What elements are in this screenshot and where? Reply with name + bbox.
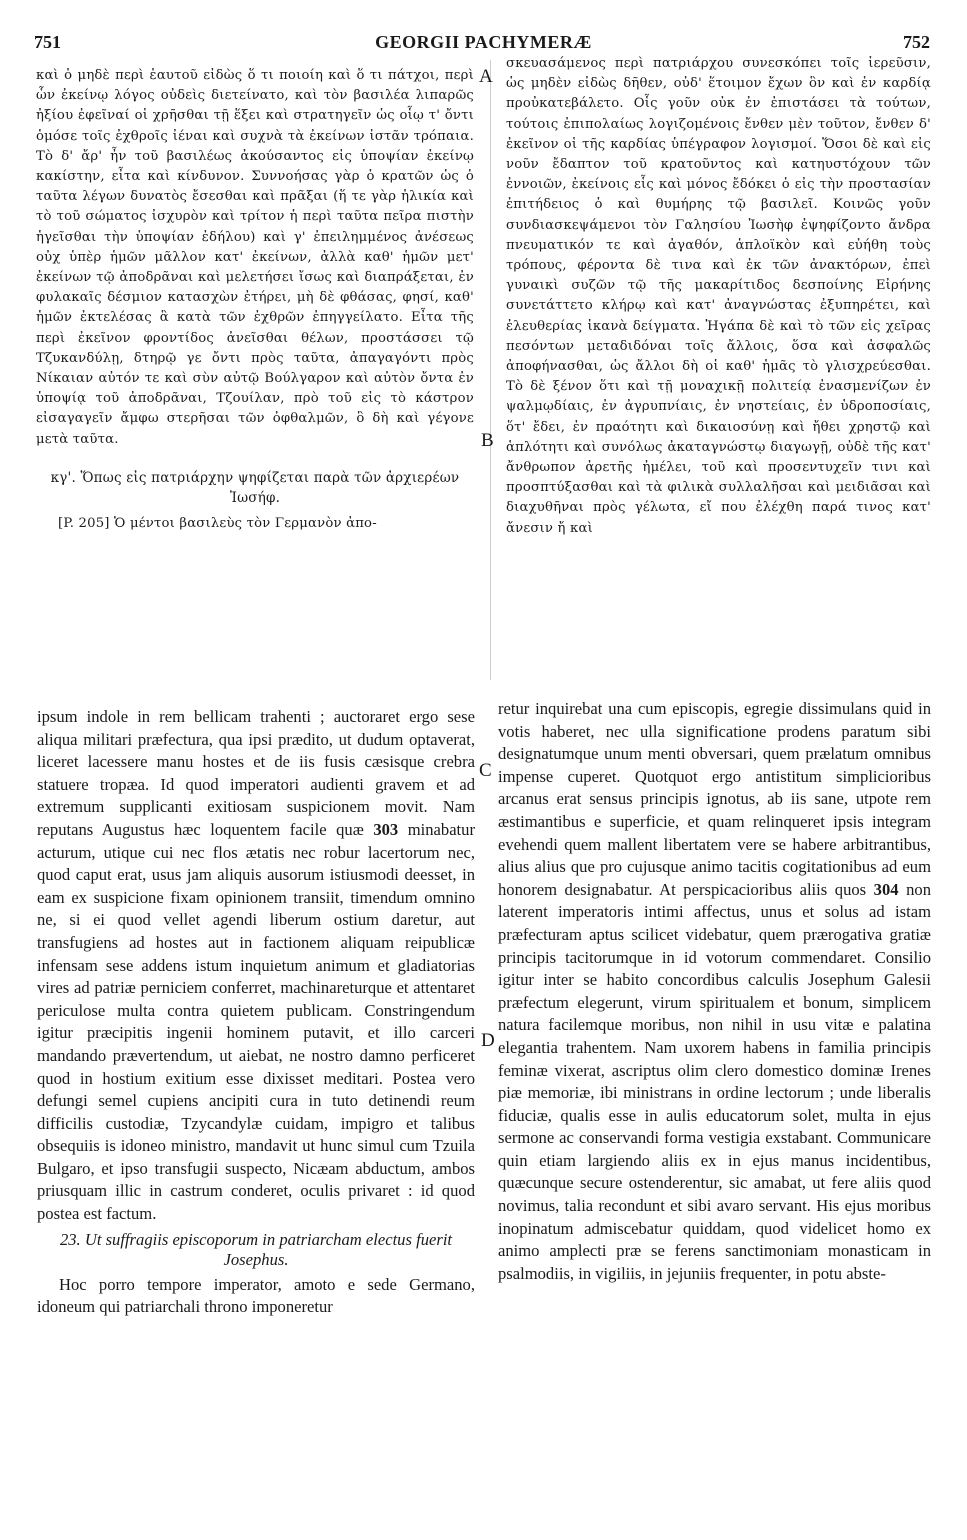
latin-text: ipsum indole in rem bellicam trahenti ; auctoraret ergo sese aliqua militari præfectura, qua ipsi prædito, ut dudum optaverat, liceret lacessere manu hostes et de iis fusis cæsisque crebra statuere tropæa. Id quod imperatori audienti gravem et ad extremum supplicanti exitiosam suspicionem movit. Nam reputans Augustus hæc loquentem facile quæ xyxy=(37,707,475,839)
greek-column-left xyxy=(36,66,474,534)
latin-text: non laterent imperatoris intimi affectus, unus et solus ad istam præfecturam aptus scilicet videbatur, quem prærogativa gratiæ principis tacitorumque in id votorum commendaret. Consilio igitur inter se habito concordibus calculis Josephum Galesii præfectum elegerunt, virum spiritualem et bonum, simplicem natura facilemque moribus, non nihil in usu vitæ e palatina elegantia trahentem. Nam uxorem habens in familia principis feminæ vixerat, ascriptus olim clero domestico dominæ Irenes piæ memoriæ, ibi ministrans in ordine lectorum ; unde liberalis fiduciæ, qualis esse in aulis educatorum solet, multa in ejus sermone ac conservandi forma vestigia exstabant. Communicare quin etiam largiendo aliis ex in ejus manus incidentibus, quæcunque secure ostenderentur, sic amabat, ut fere aliis quod novimus, talia recondunt et sibi avaro servant. His ejus moribus inopinatum admiscebatur quiddam, quod videlicet homo ex animo amplecti præ se ferens sanctimoniam monasticam in psalmodiis, in vigiliis, in jejuniis frequenter, in potu abste- xyxy=(498,879,931,1283)
latin-paragraph xyxy=(498,698,931,1285)
margin-letter-b: B xyxy=(481,430,494,451)
margin-letter-a: A xyxy=(479,66,493,87)
latin-column-left xyxy=(37,706,475,1319)
greek-paragraph: καὶ ὁ μηδὲ περὶ ἑαυτοῦ εἰδὼς ὅ τι ποιοίη καὶ ὅ τι πάτχοι, περὶ ὧν ἐκείνῳ λόγος οὐδεὶς διετείνατο, καὶ τὸν βασιλέα λιπαρῶς ἠξίου ἐφεῖναί οἱ χρῆσθαι τῇ ἕξει καὶ στρατηγεῖν ὡς οἷῳ τ' ὄντι ὁμόσε τοῖς ἐχθροῖς ἰέναι καὶ συχνὰ τὰ ἐκείνων ἱστᾶν τρόπαια. Τὸ δ' ἄρ' ἦν τοῦ βασιλέως ἀκούσαντος εἰς ὑποψίαν ἐκείνῳ κακίστην, εἶτα καὶ κίνδυνον. Συννοήσας γὰρ ὁ κρατῶν ὡς ὁ ταῦτα λέγων δυνατὸς ἔσεσθαι καὶ πρᾶξαι (ἥ τε γὰρ ἡλικία καὶ τὸ τοῦ σώματος ἰσχυρὸν καὶ τρίτον ἡ περὶ ταῦτα πεῖρα πιστὴν ἡγεῖσθαι τὴν ὑποψίαν ἐδήλου) καὶ γ' ἐπειλημμένος ἀνέσεως οὐχ ὑπὲρ ἡμῶν μᾶλλον κατ' ἐκείνων, ἀλλὰ καθ' ἡμῶν μετ' ἐκείνων τῷ ἀποδρᾶναι καὶ μελετήσει ἴσως καὶ διαπράξεται, ἐν φυλακαῖς δέσμιον κατασχὼν ἐτήρει, μὴ δὲ φθάσας, φησί, καθ' ἡμῶν ἐκτελέσας ἃ κατὰ τῶν ἐχθρῶν ἐπηγγείλατο. Εἶτα τῆς περὶ ἐκεῖνον φροντίδος ἀνεῖσθαι θέλων, προστάσσει τῷ Τζυκανδύλῃ, δτηρῷ γε ὄντι πρὸς ταῦτα, ἀπαγαγόντι πρὸς Νίκαιαν αὐτόν τε καὶ σὺν αὐτῷ Βούλγαρον καὶ αὐτὸν ὄντα ἐν ὑποψίᾳ τοῦ ἀποδρᾶναι, Τζουίλαν, πρὸ τοῦ εἰς τὸ κάστρον εἰσαγαγεῖν ἄμφω στερῆσαι τῶν ὀφθαλμῶν, ὃ δὴ καὶ γέγονε μετὰ ταῦτα. xyxy=(36,68,474,447)
page-number-right: 752 xyxy=(903,32,930,52)
page-marker: 304 xyxy=(873,879,899,899)
latin-text: minabatur acturum, utique cui nec flos ætatis nec robur lacertorum nec, quod caput erat, usus jam aliquis ausorum istiusmodi deesset, in eam ex suspicione fixam opinionem transiit, timendum omnino ne, si ei quod vellet agendi liberum ostium daretur, aut transfugiens ad hostes aut in factionem aliquam reipublicæ infensam sese addens istum inquietum animum et gladiatorias vires ad patriæ perniciem conferret, machinareturque et attentaret periculose multa contra quietem publicam. Constringendum igitur præcipitis ingenii hominem putavit, et illo carceri mandando prævertendum, ut aiebat, ne nostro damno perficeret quod in hostium exitium esse dixisset meditari. Postea vero defungi semel cupiens ancipiti cura in tuto detinendi reum difficilis custodiæ, Tzycandylæ cuidam, impigro et talibus obsequiis is idoneo ministro, mandavit ut hunc simul cum Tzuila Bulgaro, et ipso transfugii suspecto, Nicæam abductum, ambos priusquam illic in castrum conderet, oculis privaret : id quod postea est factum. xyxy=(37,819,475,1224)
greek-paragraph: σκευασάμενος περὶ πατριάρχου συνεσκόπει τοῖς ἱερεῦσιν, ὡς μηδὲν εἰδὼς δῆθεν, οὐδ' ἕτοιμον ἔχων ὃν καὶ ἐν καρδίᾳ προὐκατεβάλετο. Οἷς γοῦν οὐκ ἐν ἐπιστάσει τὰ τούτων, τούτοις ἐπιπολαίως λογιζομένοις ἔνθεν μὲν τοῦτον, ἔνθεν δ' ἐκεῖνον οἱ τῆς καρδίας ὑπέγραφον λογισμοί. Ὅσοι δὲ καὶ εἰς νοῦν ἔδαπτον τοῦ κρατοῦντος καὶ κατηυστόχουν τῶν ἐννοιῶν, ἐκείνοις εἷς καὶ μόνος ἔδόκει ὁ εἰς τὴν προστασίαν ἐπιτήδειος ὁ καὶ θυμήρης τῷ βασιλεῖ. Κοινῶς γοῦν συνδιασκεψάμενοι τὸν Γαλησίου Ἰωσὴφ ἐψηφίζοντο ἄνδρα πνευματικόν τε καὶ ἀγαθόν, ἁπλοϊκὸν καὶ εὐήθη τοὺς τρόπους, φέροντα δὲ τινα καὶ ἐκ τῶν ἀνακτόρων, ἐπεὶ γυναικὶ συζῶν τῷ τῆς μακαρίτιδος δεσποίνης Εἰρήνης συνετάττετο κλήρῳ καὶ κατ' ἀναγνώστας ἐξυπηρέτει, καὶ ἐλευθερίας ἱκανὰ δείγματα. Ἠγάπα δὲ καὶ τὸ τῶν εἰς χεῖρας πεσόντων μεταδιδόναι τοῖς ἄλλοις, ὅσα καὶ ἀσφαλῶς ἀποφήνασθαι, ὡς ἄλλοι δὴ οἱ καθ' ἡμᾶς τὸ γλισχρεύεσθαι. Τὸ δὲ ξένον ὅτι καὶ τῇ μοναχικῇ πολιτείᾳ ἐνασμενίζων ἐν ψαλμῳδίαις, ἐν ἀγρυπνίαις, ἐν νηστείαις, ἐν ὑδροποσίαις, ὅτ' ἔδει, ἐν πραότητι καὶ δικαιοσύνῃ καὶ ἤθει χρηστῷ καὶ ἁπλότητι καὶ συνόλως ἀκαταγνώστῳ διαγωγῇ, οὐδὲ τῆς κατ' ἄνθρωπον ἀρετῆς ἠμέλει, τοῦ καὶ προσεντυχεῖν τινι καὶ προσπτύξασθαι καὶ τὰ φιλικὰ συλλαλῆσαι καὶ μειδιᾶσαι καὶ διαχυθῆναι πρὸς γέλωτα, εἴ που ἐλέχθη παρά τινος κατ' ἄνεσιν ἤ καὶ xyxy=(506,56,931,536)
running-title: GEORGII PACHYMERÆ xyxy=(375,32,592,52)
latin-paragraph: Hoc porro tempore imperator, amoto e sede Germano, idoneum qui patriarchali throno imponeretur xyxy=(37,1274,475,1317)
page-marker: 303 xyxy=(373,819,399,839)
margin-letter-d: D xyxy=(481,1030,495,1051)
latin-column-right xyxy=(498,698,931,1285)
latin-section-heading: 23. Ut suffragiis episcoporum in patriarcham electus fuerit Josephus. xyxy=(59,1229,453,1269)
margin-letter-c: C xyxy=(479,760,492,781)
greek-section-heading: κγ'. Ὅπως εἰς πατριάρχην ψηφίζεται παρὰ τῶν ἀρχιερέων Ἰωσήφ. xyxy=(50,469,460,506)
latin-text: retur inquirebat una cum episcopis, egregie dissimulans quid in votis haberet, nec ulla significatione prodens paratum sibi designatumque unum menti obversari, quem prælatum omnibus impense cuperet. Quotquot ergo antistitum simplicioribus arcanus erat sensus principis ignotus, ab iis sane, utpote rem æstimantibus e superficie, et quam relinqueret ipsis integram evehendi quem mallent libertatem vere se habere arbitrantibus, alius alius que pro cujusque animo tacitis cogitationibus ad eum honorem designabatur. At perspicacioribus aliis quos xyxy=(498,699,931,899)
column-divider xyxy=(490,60,491,680)
latin-paragraph xyxy=(37,706,475,1226)
page-number-left: 751 xyxy=(34,32,61,52)
greek-column-right xyxy=(506,54,931,539)
greek-paragraph: [P. 205] Ὁ μέντοι βασιλεὺς τὸν Γερμανὸν ἀπο- xyxy=(58,515,377,531)
